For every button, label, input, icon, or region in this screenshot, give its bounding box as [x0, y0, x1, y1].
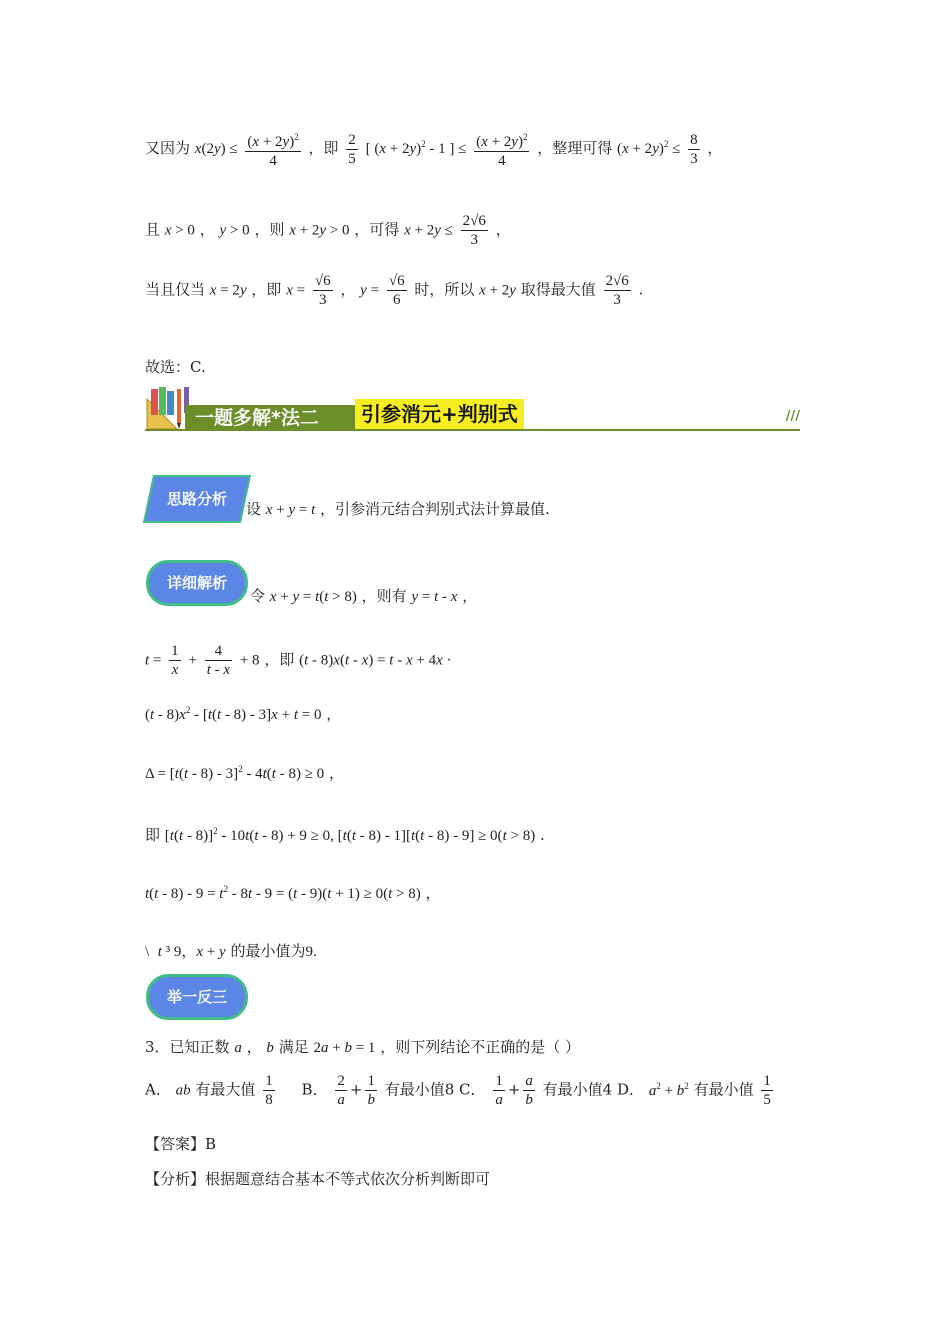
derivation-1 — [145, 642, 452, 679]
math-expr: x + 2y > 0 — [289, 222, 350, 239]
derivation-5 — [145, 882, 441, 903]
text: 3．已知正数 — [145, 1038, 230, 1056]
fraction: $\frac{8}{3}$ — [690, 131, 698, 167]
math-expr: + — [188, 652, 197, 669]
text: ，则有 — [361, 587, 407, 605]
text: ，即 — [264, 650, 295, 669]
math-expr: ab — [175, 1082, 191, 1099]
text: 且 — [145, 220, 161, 239]
math-expr: x = — [286, 282, 306, 299]
math-expr: x + y = t(t > 8) — [269, 589, 357, 605]
fraction: $\frac{1}{x}$ — [171, 643, 179, 678]
text: . — [638, 280, 644, 299]
therefore-symbol: \ — [145, 944, 150, 960]
math-expr: a — [234, 1040, 242, 1056]
text: ，引参消元结合判别式法计算最值. — [320, 500, 550, 518]
text: ， — [246, 1038, 262, 1056]
example-badge: 举一反三 — [146, 974, 248, 1020]
text: 有最大值 — [195, 1080, 256, 1099]
math-expr: (t - 8)x(t - x) = t - x + 4x · — [299, 652, 452, 669]
math-expr: y = — [360, 282, 380, 299]
fraction: $\frac{1}{a}$ — [495, 1073, 503, 1108]
math-expr: [ $(x + 2y)^2 - 1$ ] ≤ — [365, 139, 467, 157]
text: ，则下列结论不正确的是（ ） — [380, 1038, 580, 1056]
math-expr: Δ = [t(t - 8) - 3]$^2$ - 4t(t - 8) ≥ 0 — [145, 764, 325, 782]
badge-label: 思路分析 — [166, 490, 227, 508]
text: ， — [425, 884, 441, 902]
math-expr: x > 0 — [164, 222, 195, 239]
text: ， — [326, 705, 342, 723]
method-subtitle: 引参消元+判别式 — [355, 399, 524, 429]
answer: 【答案】B — [145, 1135, 217, 1153]
math-expr: t ³ 9，x + y — [157, 944, 226, 960]
line-2 — [145, 212, 511, 249]
math-expr: y > 0 — [219, 222, 250, 239]
text: 时，所以 — [414, 280, 475, 299]
math-expr: $t(t - 8) - 9 = t^2 - 8t - 9 = (t - 9)(t + 1) \ge 0(t > 8)$ — [145, 884, 421, 902]
text: . — [539, 826, 545, 844]
option-c-label: C． — [459, 1080, 486, 1099]
text: 有最小值4 — [542, 1080, 613, 1099]
text: 取得最大值 — [520, 280, 596, 299]
option-a-label: A． — [145, 1080, 171, 1099]
detail-text — [250, 585, 477, 606]
math-expr: y = t - x — [411, 589, 458, 605]
text: 满足 — [278, 1038, 309, 1056]
derivation-4 — [145, 824, 545, 845]
text: ，可得 — [354, 220, 400, 239]
section-banner — [145, 385, 800, 433]
text: 有最小值 — [693, 1080, 754, 1099]
line-1 — [145, 128, 722, 170]
text: ，即 — [251, 280, 282, 299]
fraction: $\frac{4}{t - x}$ — [206, 643, 231, 678]
math-expr: $(x + 2y)^2$ ≤ — [617, 139, 681, 157]
text: ，则 — [254, 220, 285, 239]
derivation-2 — [145, 703, 341, 724]
idea-badge — [143, 475, 251, 523]
conclusion: 故选：C. — [145, 358, 206, 376]
fraction: $\frac{1}{5}$ — [763, 1073, 771, 1108]
text: 又因为 — [145, 139, 191, 157]
text: 即 — [145, 826, 161, 844]
fraction: $\frac{1}{b}$ — [367, 1073, 375, 1108]
analysis: 【分析】根据题意结合基本不等式依次分析判断即可 — [145, 1170, 491, 1188]
fraction: $\frac{(x + 2y)^2}{4}$ — [245, 128, 300, 170]
text: ， — [462, 587, 478, 605]
text: 的最小值为 — [230, 942, 306, 960]
fraction: $\frac{2√6}{3}$ — [462, 213, 486, 248]
math-expr: [t(t - 8)]$^2$ - 10t(t - 8) + 9 ≥ 0, [t(t - 8) - 1][t(t - 8) - 9] ≥ 0(t > 8) — [164, 826, 536, 844]
method-tag: 一题多解*法二 — [185, 405, 371, 431]
idea-text — [246, 498, 550, 519]
text: ， — [199, 220, 215, 239]
math-expr: t = — [145, 652, 162, 669]
option-d-label: D． — [617, 1080, 645, 1099]
math-expr: $(t - 8)x^2 - [t(t - 8) - 3]x + t = 0$ — [145, 705, 322, 723]
math-expr: $a^2 + b^2$ — [648, 1080, 689, 1099]
math-expr: 2a + b = 1 — [313, 1040, 376, 1056]
text: 设 — [246, 500, 262, 518]
fraction: $\frac{√6}{3}$ — [314, 273, 331, 308]
fraction: $\frac{1}{8}$ — [265, 1073, 273, 1108]
banner-slashes: /// — [785, 409, 800, 424]
text: ，即 — [308, 139, 339, 157]
text: 令 — [250, 587, 266, 605]
detail-badge: 详细解析 — [146, 560, 248, 606]
derivation-3 — [145, 762, 344, 783]
text: ，整理可得 — [537, 139, 613, 157]
line-3 — [145, 272, 643, 309]
math-expr: x + 2y ≤ — [404, 222, 453, 239]
text: ， — [340, 280, 356, 299]
math-expr: x = 2y — [209, 282, 247, 299]
math-expr: x + 2y — [479, 282, 516, 299]
fraction: $\frac{√6}{6}$ — [388, 273, 405, 308]
fraction: $\frac{2√6}{3}$ — [605, 273, 629, 308]
question — [145, 1036, 580, 1057]
text: ， — [707, 139, 723, 157]
math-expr: x(2y) ≤ — [194, 141, 238, 157]
fraction: $\frac{a}{b}$ — [525, 1073, 533, 1108]
math-expr: + 8 — [239, 652, 260, 669]
fraction: $\frac{2}{a}$ — [337, 1073, 345, 1108]
text: ， — [495, 220, 511, 239]
text: ， — [328, 764, 344, 782]
derivation-6 — [145, 940, 317, 961]
math-expr: b — [266, 1040, 274, 1056]
banner-underline — [145, 429, 800, 431]
value: 9. — [305, 944, 317, 960]
fraction: $\frac{(x + 2y)^2}{4}$ — [474, 128, 529, 170]
options: A． ab 有最大值 $\frac{1}{8}$ B． $\frac{2}{a}$ + $\frac{1}{b}$ 有最小值8 C． $\frac{1}{a}$ + $\frac{a}{b}$ 有最小值4 D． $a^2 + b^2$ 有最小值 $\frac{1}{5}$ — [145, 1073, 771, 1108]
fraction: $\frac{2}{5}$ — [348, 131, 356, 167]
option-b-label: B． — [301, 1080, 328, 1099]
text: 当且仅当 — [145, 280, 206, 299]
math-expr: x + y = t — [265, 502, 316, 518]
text: 有最小值8 — [384, 1080, 455, 1099]
